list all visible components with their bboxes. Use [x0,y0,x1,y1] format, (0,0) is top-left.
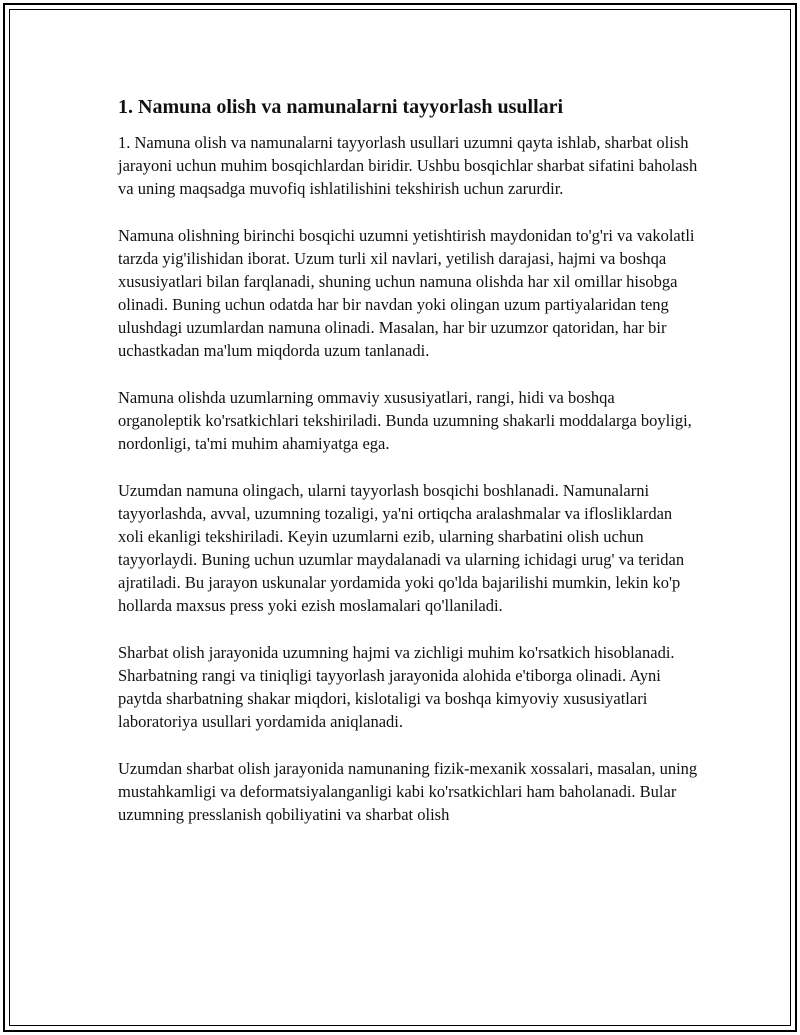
paragraph-2: Namuna olishning birinchi bosqichi uzumni yetishtirish maydonidan to'g'ri va vakolatli tarzda yig'ilishidan iborat. Uzum turli xil navlari, yetilish darajasi, hajmi va boshqa xususiyatlari bilan farqlanadi, shuning uchun namuna olishda har xil omillar hisobga olinadi. Buning uchun odatda har bir navdan yoki olingan uzum partiyalaridan teng ulushdagi uzumlardan namuna olinadi. Masalan, har bir uzumzor qatoridan, har bir uchastkadan ma'lum miqdorda uzum tanlanadi. [118,226,695,360]
paragraph-6: Uzumdan sharbat olish jarayonida namunaning fizik-mexanik xossalari, masalan, uning mustahkamligi va deformatsiyalanganligi kabi ko'rsatkichlari ham baholanadi. Bular uzumning presslanish qobiliyatini va sharbat olish [118,759,698,824]
paragraph-3: Namuna olishda uzumlarning ommaviy xususiyatlari, rangi, hidi va boshqa organoleptik ko'rsatkichlari tekshiriladi. Bunda uzumning shakarli moddalarga boyligi, nordonligi, ta'mi muhim ahamiyatga ega. [118,388,692,453]
paragraph-4: Uzumdan namuna olingach, ularni tayyorlash bosqichi boshlanadi. Namunalarni tayyorlashda, avval, uzumning tozaligi, ya'ni ortiqcha aralashmalar va ifloslikl﻿ardan xoli ekanligi tekshiriladi. Keyin uzumlarni ezib, ularning sharbatini olish uchun tayyorlaydi. Buning uchun uzumlar maydalanadi va ularning ichidagi urug' va teridan ajratiladi. Bu jarayon uskunalar yordamida yoki qo'lda bajarilishi mumkin, lekin ko'p hollarda maxsus press yoki ezish moslamalari qo'llaniladi. [118,481,685,615]
paragraph-5: Sharbat olish jarayonida uzumning hajmi va zichligi muhim ko'rsatkich hisoblanadi. Sharbatning rangi va tiniqligi tayyorlash jarayonida alohida e'tiborga olinadi. Ayni paytda sharbatning shakar miqdori, kislotaligi va boshqa kimyoviy xususiyatlari laboratoriya usullari yordamida aniqlanadi. [118,643,675,731]
paragraph-1: 1. Namuna olish va namunalarni tayyorlash usullari uzumni qayta ishlab, sharbat olish jarayoni uchun muhim bosqichlardan biridir. Ushbu bosqichlar sharbat sifatini baholash va uning maqsadga muvofiq ishlatilishini tekshirish uchun zarurdir. [118,133,698,198]
section-heading: 1. Namuna olish va namunalarni tayyorlash usullari [118,96,564,118]
document-body [118,94,698,850]
